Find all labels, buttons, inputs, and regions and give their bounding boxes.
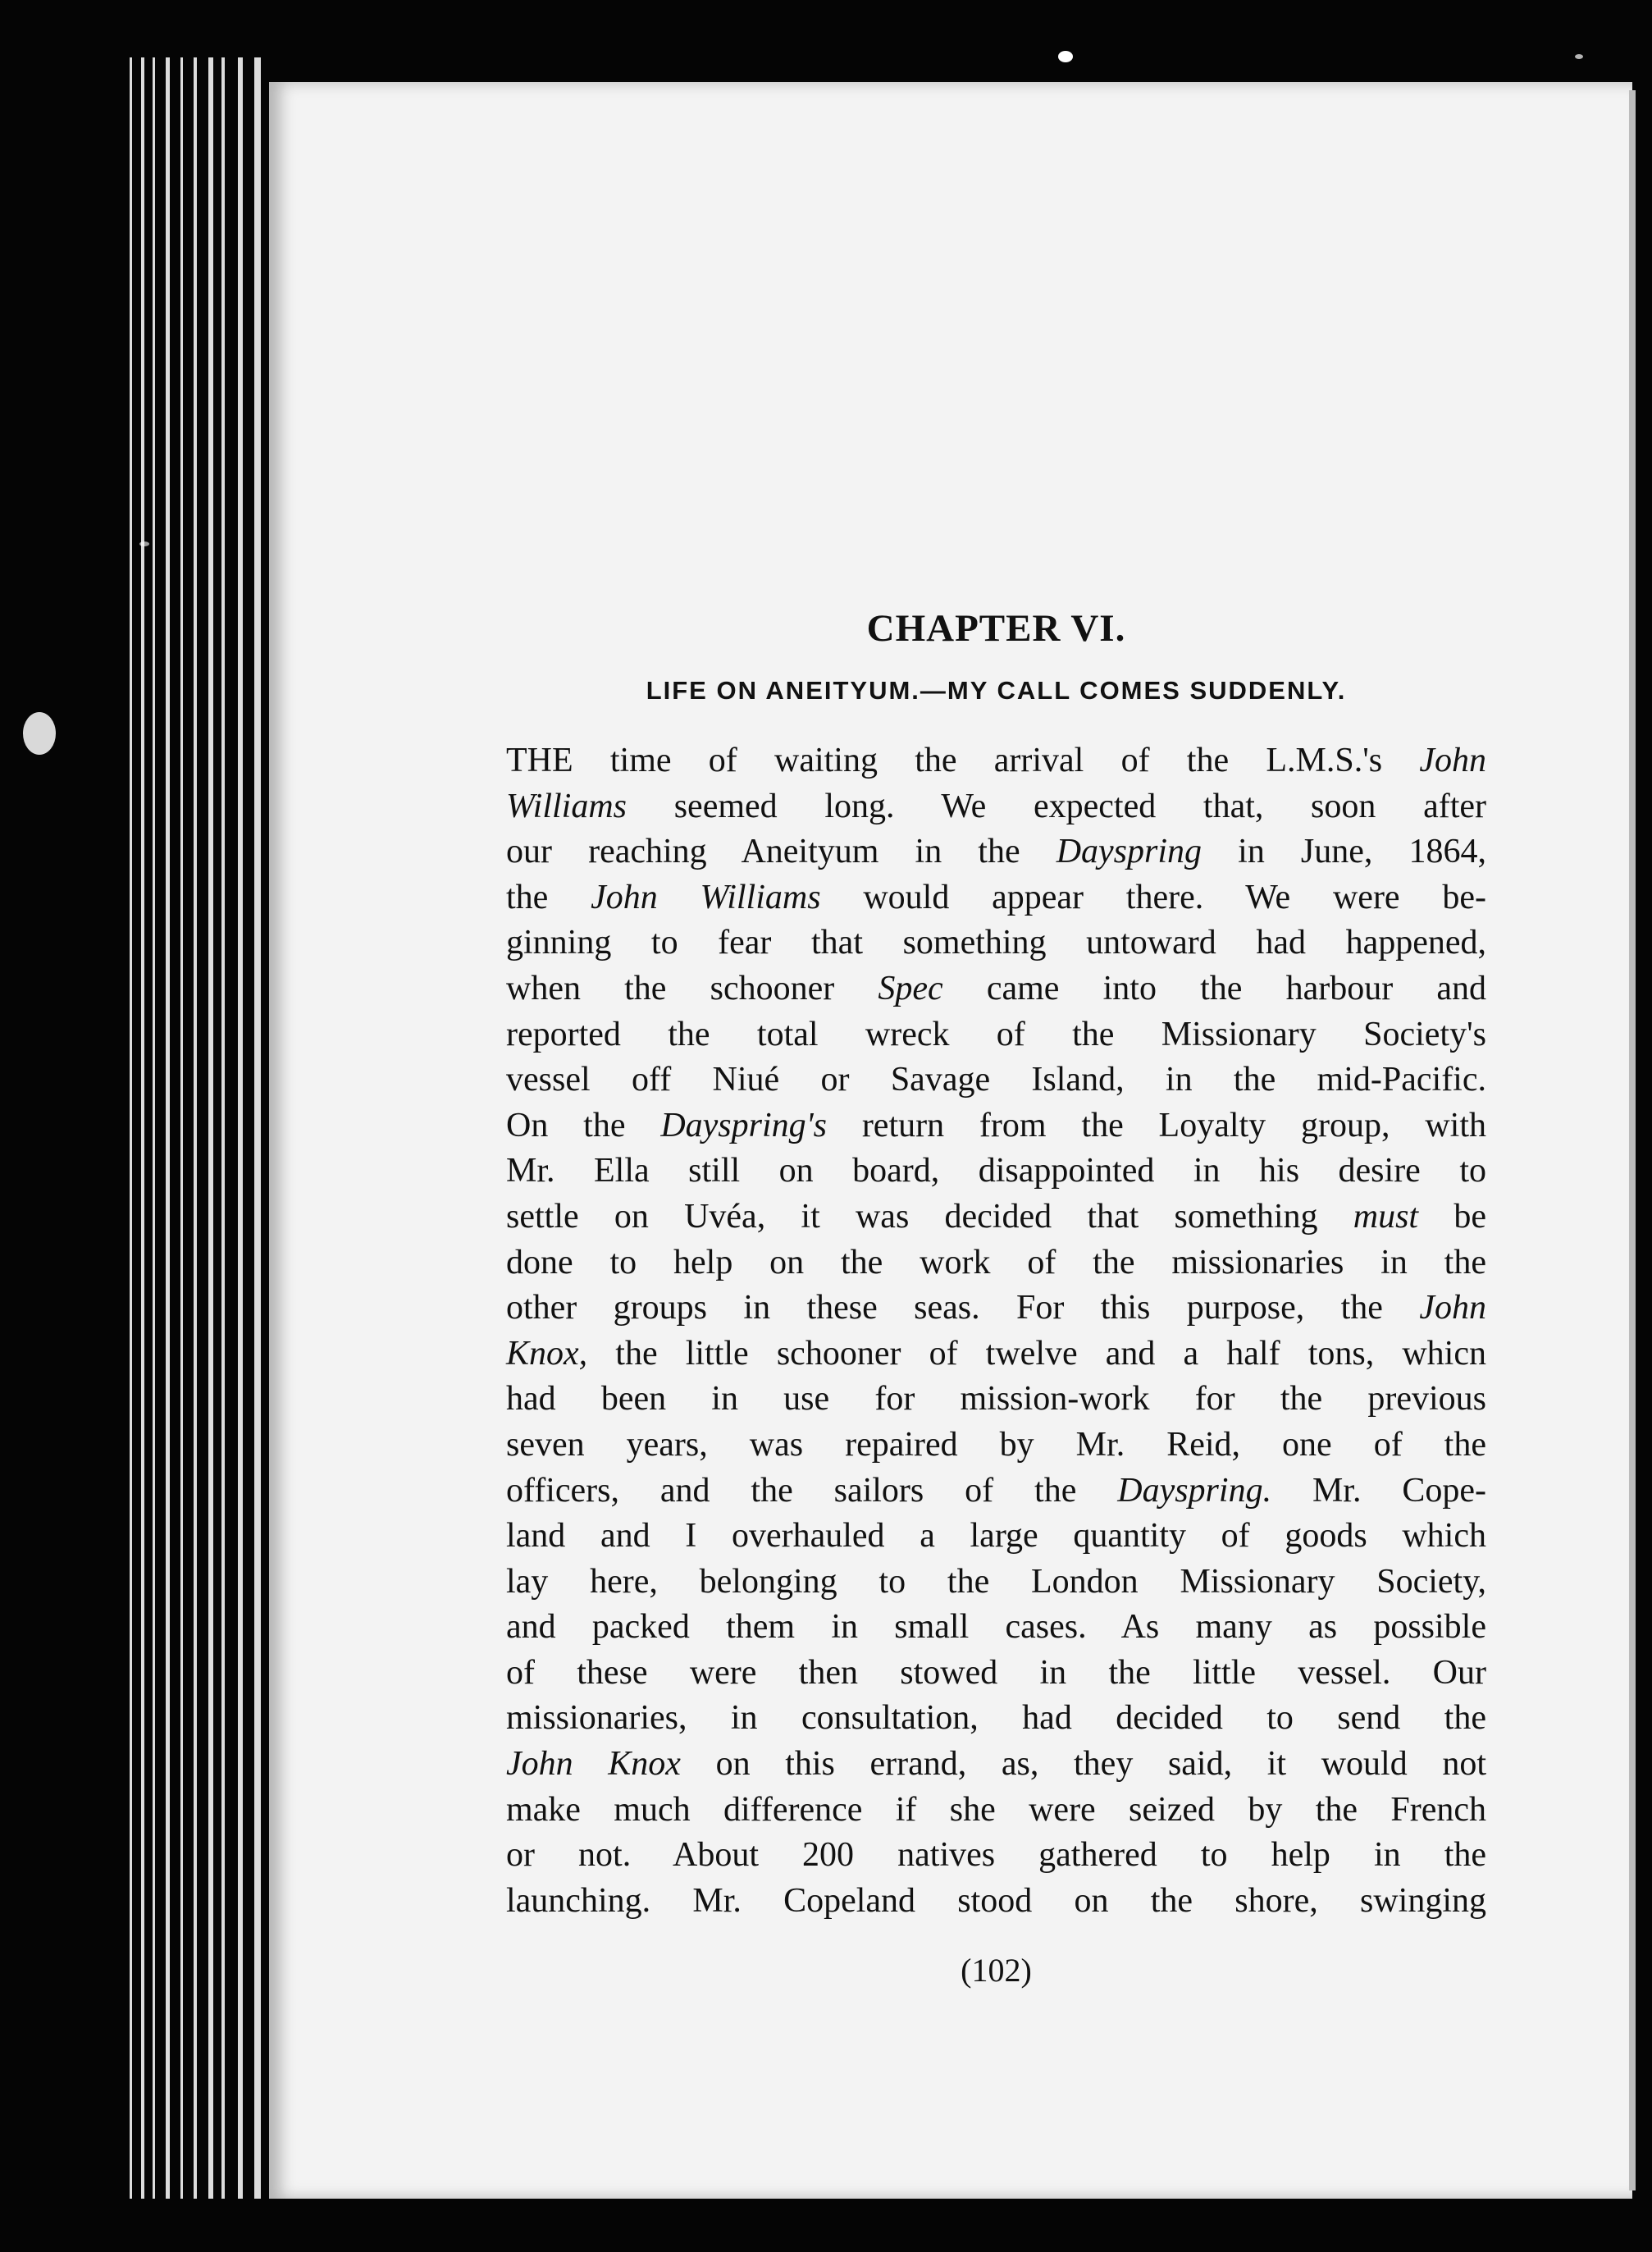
text-line (506, 1377, 1486, 1423)
text-line (506, 1833, 1486, 1879)
italic-text: Dayspring. (1117, 1471, 1272, 1510)
text-run: or not. About 200 natives gathered to help in the (506, 1836, 1486, 1875)
text-run: missionaries, in consultation, had decided to send the (506, 1699, 1486, 1738)
text-line (506, 738, 1486, 784)
text-line (506, 1286, 1486, 1332)
text-line (506, 920, 1486, 966)
scan-speck (139, 541, 149, 546)
text-line (506, 875, 1486, 921)
page-right-edge (1629, 90, 1636, 2190)
text-line (506, 1103, 1486, 1149)
italic-text: John Williams (591, 878, 821, 916)
italic-text: John (1419, 742, 1486, 779)
text-run: came into the harbour and (942, 969, 1486, 1007)
chapter-title: CHAPTER VI. (866, 607, 1126, 650)
italic-text: Knox, (506, 1334, 588, 1373)
text-run: On the (506, 1106, 661, 1144)
italic-text: John Knox (506, 1745, 681, 1784)
text-run: other groups in these seas. For this purpose, the (506, 1289, 1420, 1327)
scan-speck (1058, 51, 1073, 62)
text-line (506, 1423, 1486, 1469)
page-content (506, 591, 1486, 1924)
italic-text: Williams (506, 787, 627, 825)
text-run: seemed long. We expected that, soon after (627, 787, 1486, 825)
text-line (506, 966, 1486, 1012)
text-run: be (1418, 1197, 1486, 1236)
text-line (506, 1696, 1486, 1742)
italic-text: John (1419, 1289, 1486, 1327)
chapter-subtitle: LIFE ON ANEITYUM.—MY CALL COMES SUDDENLY. (646, 676, 1347, 705)
text-line (506, 784, 1486, 830)
italic-text: Dayspring (1056, 833, 1202, 871)
italic-text: Spec (878, 969, 943, 1007)
text-run: make much difference if she were seized by the French (506, 1790, 1486, 1829)
text-line (506, 1240, 1486, 1286)
text-line (506, 1332, 1486, 1377)
body-text (506, 738, 1486, 1924)
text-run: settle on Uvéa, it was decided that something (506, 1197, 1353, 1236)
italic-text: Dayspring's (660, 1106, 827, 1144)
text-line (506, 1057, 1486, 1103)
text-run: vessel off Niué or Savage Island, in the mid-Pacific. (506, 1061, 1486, 1099)
text-line (506, 1195, 1486, 1240)
text-line (506, 1560, 1486, 1606)
scan-speck (23, 712, 56, 755)
text-run: Mr. Cope- (1271, 1471, 1487, 1510)
text-run: the little schooner of twelve and a half tons, whicn (587, 1334, 1486, 1373)
text-run: and packed them in small cases. As many as possible (506, 1608, 1486, 1647)
text-line (506, 1742, 1486, 1788)
italic-text: must (1353, 1197, 1419, 1236)
text-run: launching. Mr. Copeland stood on the shore, swinging (506, 1881, 1486, 1920)
text-run: lay here, belonging to the London Missionary Society, (506, 1562, 1486, 1601)
text-run: done to help on the work of the missionaries in the (506, 1243, 1486, 1281)
text-line (506, 1605, 1486, 1651)
text-line (506, 1012, 1486, 1058)
text-run: the (506, 878, 591, 916)
text-run: when the schooner (506, 969, 878, 1007)
text-line (506, 1788, 1486, 1834)
text-run: had been in use for mission-work for the previous (506, 1380, 1486, 1418)
text-run: our reaching Aneityum in the (506, 833, 1056, 871)
text-line (506, 829, 1486, 875)
text-run: officers, and the sailors of the (506, 1471, 1118, 1510)
text-run: time of waiting the arrival of the L.M.S.'s (573, 742, 1420, 779)
page-edges (123, 57, 271, 2199)
text-run: would appear there. We were be- (820, 878, 1486, 916)
text-line (506, 1879, 1486, 1925)
text-line (506, 1149, 1486, 1195)
page-number: (102) (961, 1952, 1032, 1989)
text-run: in June, 1864, (1202, 833, 1486, 871)
text-run: of these were then stowed in the little vessel. Our (506, 1653, 1486, 1692)
text-run: land and I overhauled a large quantity of goods which (506, 1517, 1486, 1555)
text-run: return from the Loyalty group, with (826, 1106, 1486, 1144)
text-run: seven years, was repaired by Mr. Reid, one of the (506, 1425, 1486, 1464)
text-line (506, 1514, 1486, 1560)
text-line (506, 1651, 1486, 1697)
scan-speck (1575, 54, 1583, 59)
text-run: ginning to fear that something untoward had happened, (506, 924, 1486, 962)
text-run: reported the total wreck of the Missionary Society's (506, 1015, 1486, 1053)
text-run: Mr. Ella still on board, disappointed in his desire to (506, 1152, 1486, 1190)
text-line (506, 1469, 1486, 1514)
text-run: on this errand, as, they said, it would not (680, 1745, 1487, 1784)
text-run: THE (506, 742, 573, 779)
